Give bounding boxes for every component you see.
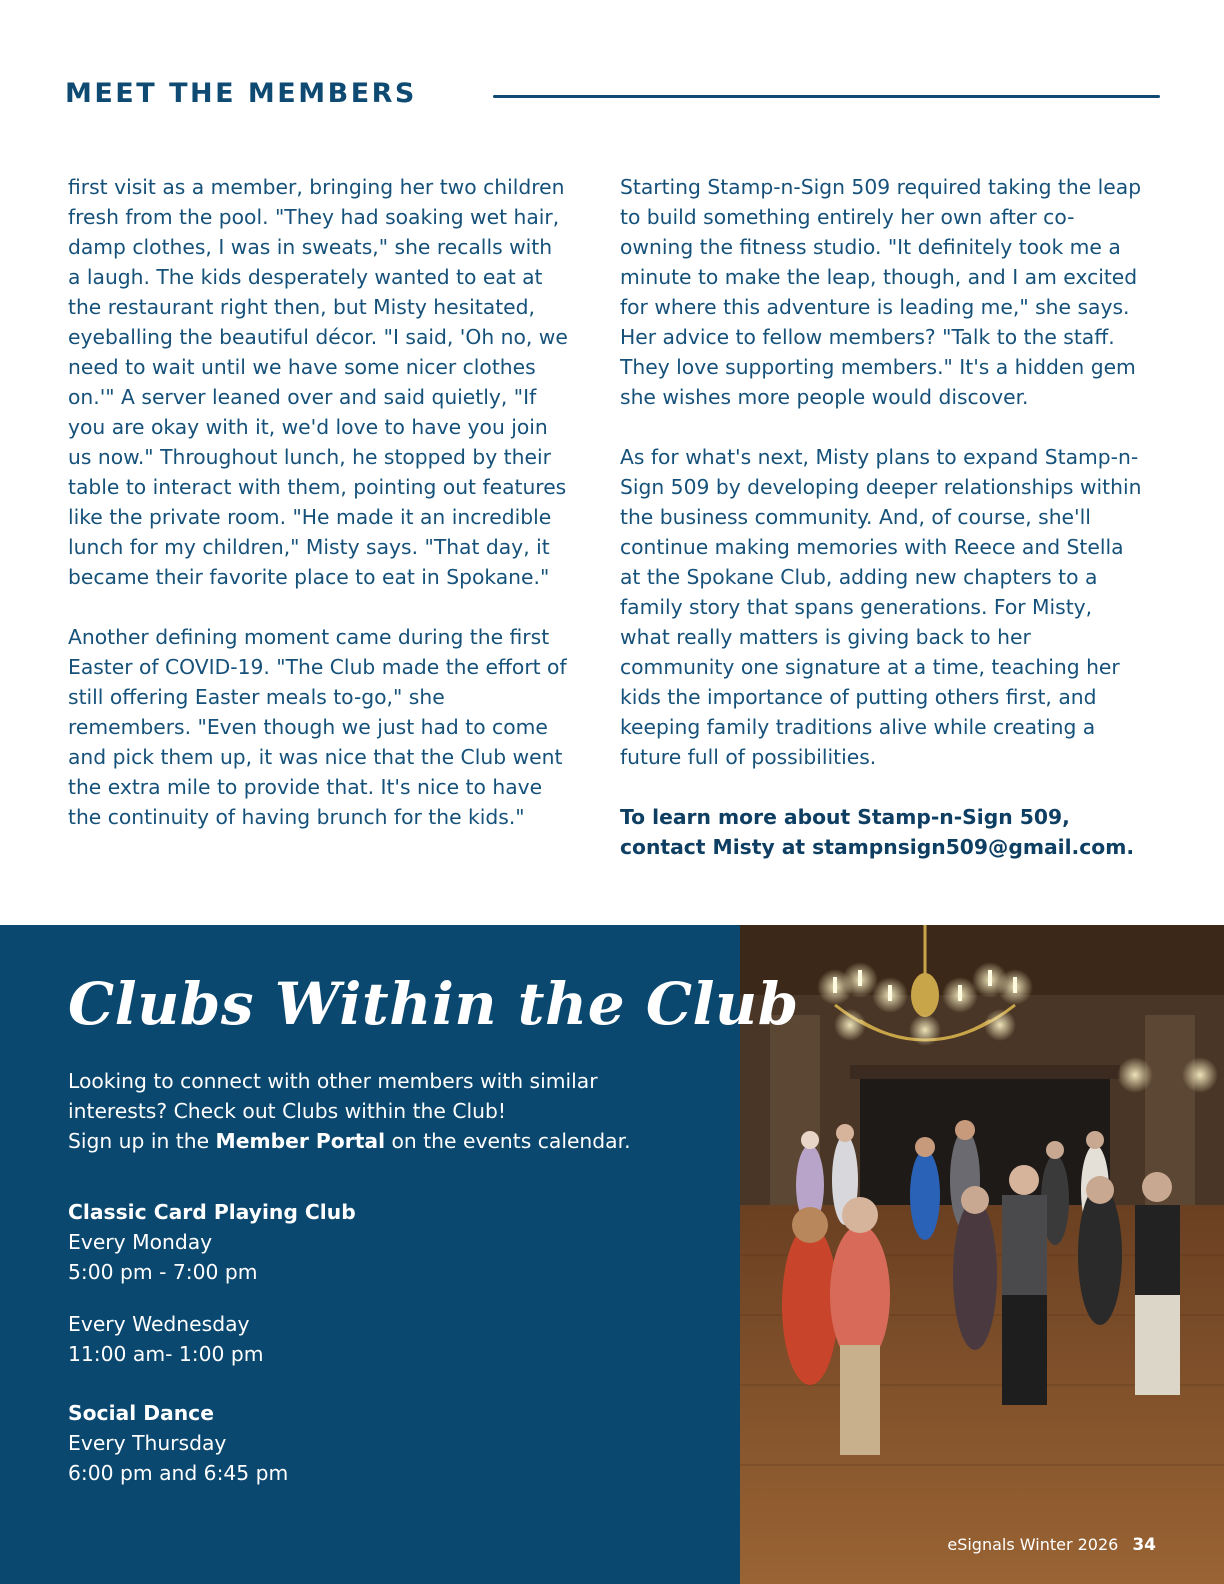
member-portal-link[interactable]: Member Portal [215, 1129, 386, 1153]
section-header [65, 78, 1160, 114]
club-name: Classic Card Playing Club [68, 1200, 356, 1224]
article-paragraph: first visit as a member, bringing her two children fresh from the pool. "They had soaking wet hair, damp clothes, I was in sweats," she recalls with a laugh. The kids desperately wanted to eat at the restaurant right then, but Misty hesitated, eyeballing the beautiful décor. "I said, 'Oh no, we need to wait until we have some nicer clothes on.'" A server leaned over and said quietly, "If you are okay with it, we'd love to have you join us now." Throughout lunch, he stopped by their table to interact with them, pointing out features like the private room. "He made it an incredible lunch for my children," Misty says. "That day, it became their favorite place to eat in Spokane." [68, 175, 568, 589]
card-club-block [68, 1197, 356, 1287]
contact-line: To learn more about Stamp-n-Sign 509, [620, 805, 1070, 829]
article-paragraph: As for what's next, Misty plans to expand Stamp-n-Sign 509 by developing deeper relationships within the business community. And, of course, she'll continue making memories with Reece and Stella at the Spokane Club, adding new chapters to a family story that spans generations. For Misty, what really matters is giving back to her community one signature at a time, teaching her kids the importance of putting others first, and keeping family traditions alive while creating a future full of possibilities. [620, 445, 1142, 769]
article-left-column [68, 172, 568, 862]
intro-line: Looking to connect with other members with similar [68, 1069, 598, 1093]
club-time: 11:00 am- 1:00 pm [68, 1342, 264, 1366]
photo-illustration [740, 925, 1224, 1584]
article-paragraph: Starting Stamp-n-Sign 509 required taking the leap to build something entirely her own after co-owning the fitness studio. "It definitely took me a minute to make the leap, though, and I am excited for where this adventure is leading me," she says. Her advice to fellow members? "Talk to the staff. They love supporting members." It's a hidden gem she wishes more people would discover. [620, 175, 1142, 409]
article-right-column [620, 172, 1145, 892]
card-club-block-wednesday [68, 1309, 263, 1369]
club-day: Every Wednesday [68, 1312, 250, 1336]
section-divider [493, 95, 1160, 98]
club-name: Social Dance [68, 1401, 214, 1425]
club-time: 5:00 pm - 7:00 pm [68, 1260, 258, 1284]
contact-email-line[interactable]: contact Misty at stampnsign509@gmail.com. [620, 835, 1135, 859]
page-footer [947, 1535, 1156, 1555]
club-day: Every Thursday [68, 1431, 227, 1455]
contact-callout [620, 802, 1145, 862]
dance-club-block [68, 1398, 288, 1488]
publication-name: eSignals Winter 2026 [947, 1535, 1119, 1554]
page-number: 34 [1132, 1535, 1156, 1555]
club-time: 6:00 pm and 6:45 pm [68, 1461, 289, 1485]
intro-line: interests? Check out Clubs within the Club! [68, 1099, 506, 1123]
club-day: Every Monday [68, 1230, 213, 1254]
article-paragraph: Another defining moment came during the first Easter of COVID-19. "The Club made the effort of still offering Easter meals to-go," she remembers. "Even though we just had to come and pick them up, it was nice that the Club went the extra mile to provide that. It's nice to have the continuity of having brunch for the kids." [68, 625, 567, 829]
clubs-title: Clubs Within the Club [68, 970, 799, 1038]
intro-line-prefix: Sign up in the [68, 1129, 216, 1153]
intro-line-suffix: on the events calendar. [385, 1129, 631, 1153]
ballroom-dancing-photo [740, 925, 1224, 1584]
clubs-intro [68, 1066, 708, 1156]
section-title: MEET THE MEMBERS [65, 78, 417, 109]
